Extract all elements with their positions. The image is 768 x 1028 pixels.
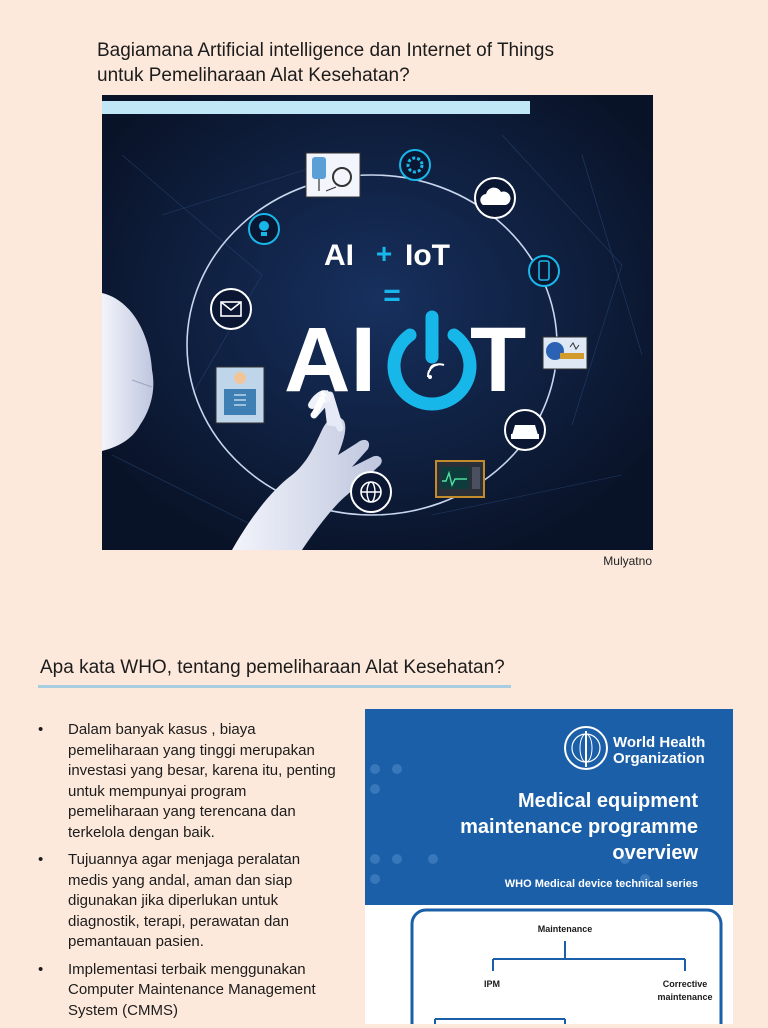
bullet-dot: •	[38, 851, 44, 868]
who-cover	[365, 709, 733, 1024]
flowchart-corrective-line2: maintenance	[657, 992, 713, 1002]
mail-icon	[211, 289, 251, 329]
mri-scanner-icon	[543, 337, 587, 369]
hero-top-bar	[102, 101, 530, 114]
who-heading-line3: overview	[612, 842, 698, 864]
title-underline	[38, 685, 511, 688]
who-heading-line1: Medical equipment	[517, 790, 698, 812]
headline-plus: +	[375, 238, 393, 269]
maintenance-flowchart	[412, 910, 721, 1024]
xray-icon	[216, 367, 264, 423]
who-org-line1: World Health	[613, 734, 706, 751]
slide-title-who: Apa kata WHO, tentang pemeliharaan Alat Kesehatan?	[40, 657, 505, 678]
headline-ai: AI	[324, 239, 354, 272]
bullet-item	[38, 850, 338, 953]
phone-icon	[529, 256, 559, 286]
bullet-list	[38, 720, 338, 1028]
iv-bag-icon	[306, 153, 360, 197]
who-heading-line2: maintenance programme	[460, 816, 698, 838]
flowchart-lower-connectors	[435, 1019, 565, 1024]
aiot-hero-image	[102, 95, 653, 550]
flowchart-connectors	[493, 941, 685, 971]
image-credit: Mulyatno	[603, 554, 652, 568]
globe-icon	[351, 472, 391, 512]
bullet-dot: •	[38, 721, 44, 738]
logo-ai: AI	[284, 309, 376, 411]
monitor-icon	[436, 461, 484, 497]
who-series: WHO Medical device technical series	[504, 878, 698, 890]
cloud-icon	[475, 178, 515, 218]
aiot-illustration	[102, 95, 653, 550]
gear-icon	[400, 150, 430, 180]
headline-iot: IoT	[405, 239, 450, 272]
logo-t: T	[470, 309, 527, 411]
slide-title-aiot: Bagiamana Artificial intelligence dan Internet of Things untuk Pemeliharaan Alat Kesehatan?	[97, 40, 554, 86]
headline-equals: =	[383, 279, 401, 312]
lightbulb-icon	[249, 214, 279, 244]
bullet-dot: •	[38, 960, 44, 978]
flowchart-ipm: IPM	[483, 979, 501, 989]
who-cover-image	[365, 709, 733, 1024]
who-org-line2: Organization	[613, 750, 705, 767]
flowchart-corrective-line1: Corrective	[662, 979, 708, 989]
bullet-text: Implementasi terbaik menggunakan Computer Maintenance Management System (CMMS)	[68, 960, 316, 1019]
flowchart-root: Maintenance	[537, 924, 593, 934]
bullet-item	[38, 720, 338, 843]
car-icon	[505, 410, 545, 450]
bullet-text: Tujuannya agar menjaga peralatan medis yang andal, aman dan siap digunakan jika diperlukan untuk diagnostik, terapi, perawatan dan pemantauan pasien.	[68, 851, 301, 950]
bullet-item	[38, 960, 338, 1022]
bullet-text: Dalam banyak kasus , biaya pemeliharaan yang tinggi merupakan investasi yang besar, karena itu, penting untuk mempunyai program pemeliharaan yang terencana dan terkelola dengan baik.	[68, 721, 336, 841]
